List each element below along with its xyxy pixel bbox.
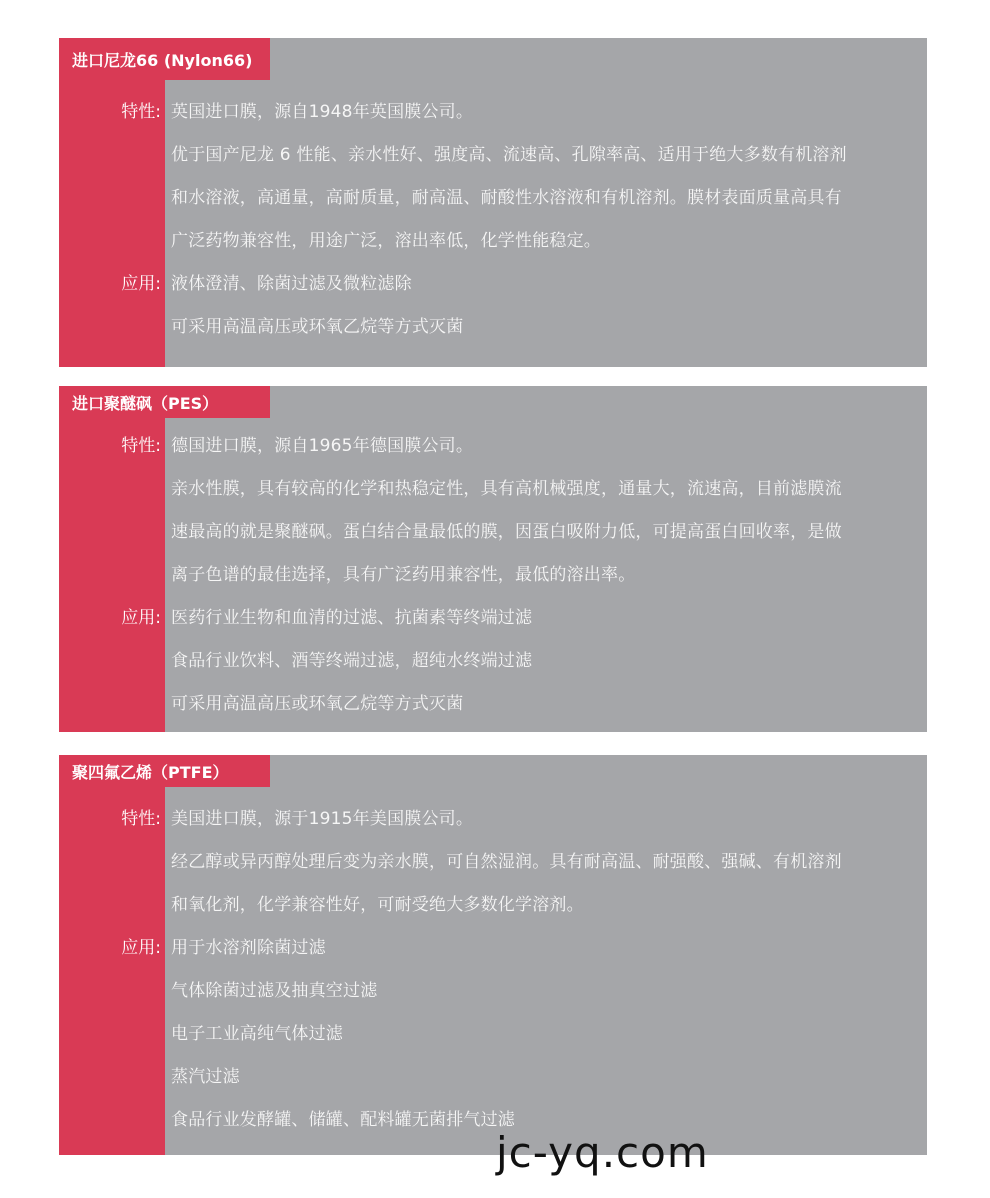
- section-label: 特性:: [121, 436, 161, 456]
- section-label: 应用:: [121, 938, 161, 958]
- text-row: [59, 303, 927, 346]
- text-row: [59, 465, 927, 508]
- text-row: [59, 174, 927, 217]
- membrane-panel: [59, 755, 927, 1155]
- description-line: 食品行业饮料、酒等终端过滤，超纯水终端过滤: [171, 651, 533, 671]
- section-label: 特性:: [121, 809, 161, 829]
- text-row: [59, 260, 927, 303]
- description-line: 液体澄清、除菌过滤及微粒滤除: [171, 274, 412, 294]
- text-row: [59, 594, 927, 637]
- text-row: [59, 88, 927, 131]
- description-line: 用于水溶剂除菌过滤: [171, 938, 326, 958]
- section-label: 应用:: [121, 608, 161, 628]
- panel-title: 进口聚醚砜（PES）: [59, 386, 270, 418]
- description-line: 医药行业生物和血清的过滤、抗菌素等终端过滤: [171, 608, 533, 628]
- panel-rows: [59, 422, 927, 723]
- panel-rows: [59, 88, 927, 346]
- description-line: 可采用高温高压或环氧乙烷等方式灭菌: [171, 317, 464, 337]
- text-row: [59, 1010, 927, 1053]
- description-line: 广泛药物兼容性，用途广泛，溶出率低，化学性能稳定。: [171, 231, 601, 251]
- panel-title: 聚四氟乙烯（PTFE）: [59, 755, 270, 787]
- text-row: [59, 1096, 927, 1139]
- description-line: 可采用高温高压或环氧乙烷等方式灭菌: [171, 694, 464, 714]
- membrane-panel: [59, 38, 927, 367]
- text-row: [59, 217, 927, 260]
- text-row: [59, 795, 927, 838]
- description-line: 和氧化剂，化学兼容性好，可耐受绝大多数化学溶剂。: [171, 895, 584, 915]
- text-row: [59, 508, 927, 551]
- description-line: 优于国产尼龙 6 性能、亲水性好、强度高、流速高、孔隙率高、适用于绝大多数有机溶剂: [171, 145, 847, 165]
- text-row: [59, 967, 927, 1010]
- description-line: 和水溶液，高通量，高耐质量，耐高温、耐酸性水溶液和有机溶剂。膜材表面质量高具有: [171, 188, 842, 208]
- text-row: [59, 838, 927, 881]
- text-row: [59, 924, 927, 967]
- description-line: 速最高的就是聚醚砜。蛋白结合量最低的膜，因蛋白吸附力低，可提高蛋白回收率，是做: [171, 522, 842, 542]
- description-line: 离子色谱的最佳选择，具有广泛药用兼容性，最低的溶出率。: [171, 565, 636, 585]
- panel-rows: [59, 795, 927, 1139]
- panel-title: 进口尼龙66 (Nylon66): [59, 38, 270, 80]
- text-row: [59, 881, 927, 924]
- section-label: 应用:: [121, 274, 161, 294]
- watermark: jc-yq.com: [496, 1128, 709, 1177]
- text-row: [59, 551, 927, 594]
- description-line: 气体除菌过滤及抽真空过滤: [171, 981, 378, 1001]
- description-line: 英国进口膜，源自1948年英国膜公司。: [171, 102, 474, 122]
- description-line: 电子工业高纯气体过滤: [171, 1024, 343, 1044]
- description-line: 食品行业发酵罐、储罐、配料罐无菌排气过滤: [171, 1110, 515, 1130]
- text-row: [59, 637, 927, 680]
- description-line: 经乙醇或异丙醇处理后变为亲水膜，可自然湿润。具有耐高温、耐强酸、强碱、有机溶剂: [171, 852, 842, 872]
- text-row: [59, 680, 927, 723]
- description-line: 美国进口膜，源于1915年美国膜公司。: [171, 809, 474, 829]
- text-row: [59, 422, 927, 465]
- description-line: 蒸汽过滤: [171, 1067, 240, 1087]
- description-line: 德国进口膜，源自1965年德国膜公司。: [171, 436, 474, 456]
- membrane-panel: [59, 386, 927, 732]
- text-row: [59, 1053, 927, 1096]
- section-label: 特性:: [121, 102, 161, 122]
- description-line: 亲水性膜，具有较高的化学和热稳定性，具有高机械强度，通量大，流速高，目前滤膜流: [171, 479, 842, 499]
- text-row: [59, 131, 927, 174]
